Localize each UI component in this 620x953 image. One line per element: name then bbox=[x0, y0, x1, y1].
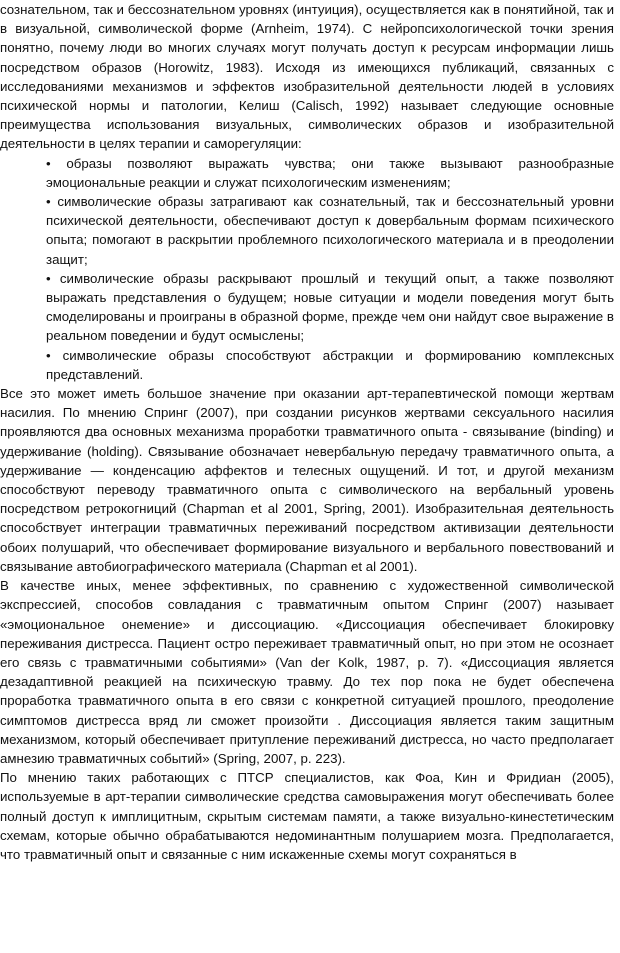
list-item: • образы позволяют выражать чувства; они также вызывают разнообразные эмоциональные реакции и служат психологическим изменениям; bbox=[46, 155, 614, 190]
paragraph-dissociation: В качестве иных, менее эффективных, по сравнению с художественной символической экспрессией, способов совладания с травматичным опытом Спринг (2007) называет «эмоциональное онемение» и диссоциацию. «Диссоциация обеспечивает блокировку переживания дистресса. Пациент остро переживает травматичный опыт, но при этом не осознает его связь с травматичными событиями» (Van der Kolk, 1987, p. 7). «Диссоциация является дезадаптивной реакцией на психическую травму. До тех пор пока не будет обеспечена проработка травматичного опыта в его связи с конкретной ситуацией прошлого, преодоление симптомов дистресса вряд ли сможет произойти . Диссоциация является таким защитным механизмом, который обеспечивает притупление переживаний дистресса, но часто предполагает амнезию травматичных событий» (Spring, 2007, p. 223). bbox=[0, 578, 614, 766]
list-item: • символические образы раскрывают прошлый и текущий опыт, а также позволяют выражать представления о будущем; новые ситуации и модели поведения могут быть смоделированы и проиграны в образной форме, прежде чем они найдут свое выражение в реальном поведении и будут осмыслены; bbox=[46, 270, 614, 344]
paragraph-intro: сознательном, так и бессознательном уровнях (интуиция), осуществляется как в понятийной, так и в визуальной, символической форме (Arnheim, 1974). С нейропсихологической точки зрения понятно, почему люди во многих случаях могут получать доступ к ресурсам информации лишь посредством образов (Horowitz, 1983). Исходя из имеющихся публикаций, связанных с исследованиями механизмов и эффектов изобразительной деятельности людей в условиях психической нормы и патологии, Келиш (Calisch, 1992) называет следующие основные преимущества использования визуальных, символических образов и изобразительной деятельности в целях терапии и саморегуляции: bbox=[0, 2, 614, 152]
list-item: • символические образы затрагивают как сознательный, так и бессознательный уровни психической деятельности, обеспечивают доступ к довербальным формам психического опыта; помогают в раскрытии проблемного психологического материала и в преодолении защит; bbox=[46, 194, 614, 267]
paragraph-ptsd-specialists: По мнению таких работающих с ПТСР специалистов, как Фоа, Кин и Фридиан (2005), используемые в арт-терапии символические средства самовыражения могут обеспечивать более полный доступ к имплицитным, скрытым системам памяти, а также визуально-кинестетическим схемам, которые обычно обрабатываются недоминантным полушарием мозга. Предполагается, что травматичный опыт и связанные с ним искаженные схемы могут сохраняться в bbox=[0, 770, 614, 862]
advantages-list bbox=[0, 154, 614, 384]
list-item: • символические образы способствуют абстракции и формированию комплексных представлений. bbox=[46, 347, 614, 382]
paragraph-binding-holding: Все это может иметь большое значение при оказании арт-терапевтической помощи жертвам насилия. По мнению Спринг (2007), при создании рисунков жертвами сексуального насилия проявляются два основных механизма проработки травматичного опыта - связывание (binding) и удерживание (holding). Связывание обозначает невербальную передачу травматичного опыта, а удерживание — конденсацию аффектов и телесных ощущений. И тот, и другой механизм способствуют переводу травматичного опыта с символического на вербальный уровень посредством ретрокогниций (Chapman et al 2001, Spring, 2001). Изобразительная деятельность способствует интеграции травматичных переживаний посредством активизации деятельности обоих полушарий, что обеспечивает формирование визуального и вербального повествований и связывание автобиографического материала (Chapman et al 2001). bbox=[0, 386, 614, 574]
